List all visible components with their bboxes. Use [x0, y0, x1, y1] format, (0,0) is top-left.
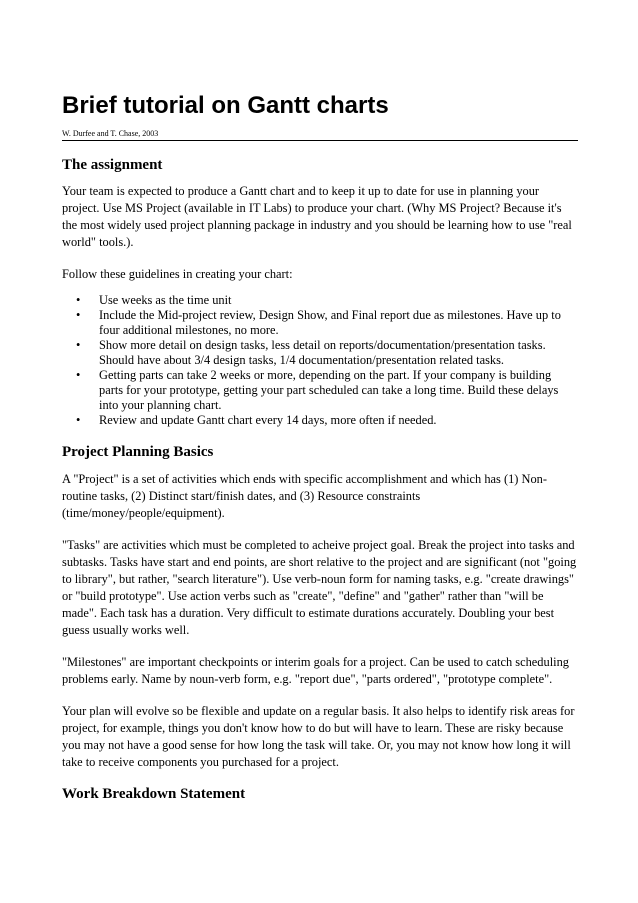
list-item-text: Use weeks as the time unit	[99, 293, 232, 307]
project-definition-paragraph: A "Project" is a set of activities which ends with specific accomplishment and which has (1) Non-routine tasks, (2) Distinct start/finish dates, and (3) Resource constraints (time/money/people/equipment).	[62, 472, 547, 520]
list-item-text: Show more detail on design tasks, less detail on reports/documentation/presentation tasks. Should have about 3/4 design tasks, 1/4 documentation/presentation related tasks.	[99, 338, 546, 367]
document-page	[62, 90, 578, 803]
list-item	[62, 338, 578, 368]
section-heading-assignment: The assignment	[62, 157, 163, 173]
list-item-text: Getting parts can take 2 weeks or more, depending on the part. If your company is building parts for your prototype, getting your part scheduled can take a long time. Build these delays into your planning chart.	[99, 368, 559, 412]
list-item	[62, 293, 578, 308]
bullet-icon: •	[76, 293, 81, 307]
document-title: Brief tutorial on Gantt charts	[62, 92, 389, 119]
guidelines-lead-paragraph: Follow these guidelines in creating your chart:	[62, 267, 293, 281]
plan-evolution-paragraph: Your plan will evolve so be flexible and update on a regular basis. It also helps to identify risk areas for project, for example, things you don't know how to do but will have to learn. These are risky because you may not have a good sense for how long the task will take. Or, you may not know how long it will take to receive components you purchased for a project.	[62, 704, 575, 769]
bullet-icon: •	[76, 368, 81, 382]
tasks-definition-paragraph: "Tasks" are activities which must be completed to acheive project goal. Break the project into tasks and subtasks. Tasks have start and end points, are short relative to the project and are significant (not "going to library", but rather, "search literature"). Use verb-noun form for naming tasks, e.g. "create drawings" or "build prototype". Use action verbs such as "create", "define" and "gather" rather than "will be made". Each task has a duration. Very difficult to estimate durations accurately. Doubling your best guess usually works well.	[62, 538, 577, 637]
bullet-icon: •	[76, 338, 81, 352]
list-item	[62, 413, 578, 428]
bullet-icon: •	[76, 413, 81, 427]
bullet-icon: •	[76, 308, 81, 322]
list-item	[62, 368, 578, 413]
document-byline: W. Durfee and T. Chase, 2003	[62, 129, 578, 141]
section-heading-work-breakdown-statement: Work Breakdown Statement	[62, 786, 246, 802]
guidelines-list	[62, 293, 578, 428]
list-item	[62, 308, 578, 338]
section-heading-project-planning-basics: Project Planning Basics	[62, 444, 214, 460]
list-item-text: Include the Mid-project review, Design Show, and Final report due as milestones. Have up to four additional milestones, no more.	[99, 308, 561, 337]
list-item-text: Review and update Gantt chart every 14 days, more often if needed.	[99, 413, 437, 427]
milestones-definition-paragraph: "Milestones" are important checkpoints or interim goals for a project. Can be used to catch scheduling problems early. Name by noun-verb form, e.g. "report due", "parts ordered", "prototype complete".	[62, 655, 569, 686]
assignment-intro-paragraph: Your team is expected to produce a Gantt chart and to keep it up to date for use in planning your project. Use MS Project (available in IT Labs) to produce your chart. (Why MS Project? Because it's the most widely used project planning package in industry and you should be learning how to use "real world" tools.).	[62, 184, 572, 249]
